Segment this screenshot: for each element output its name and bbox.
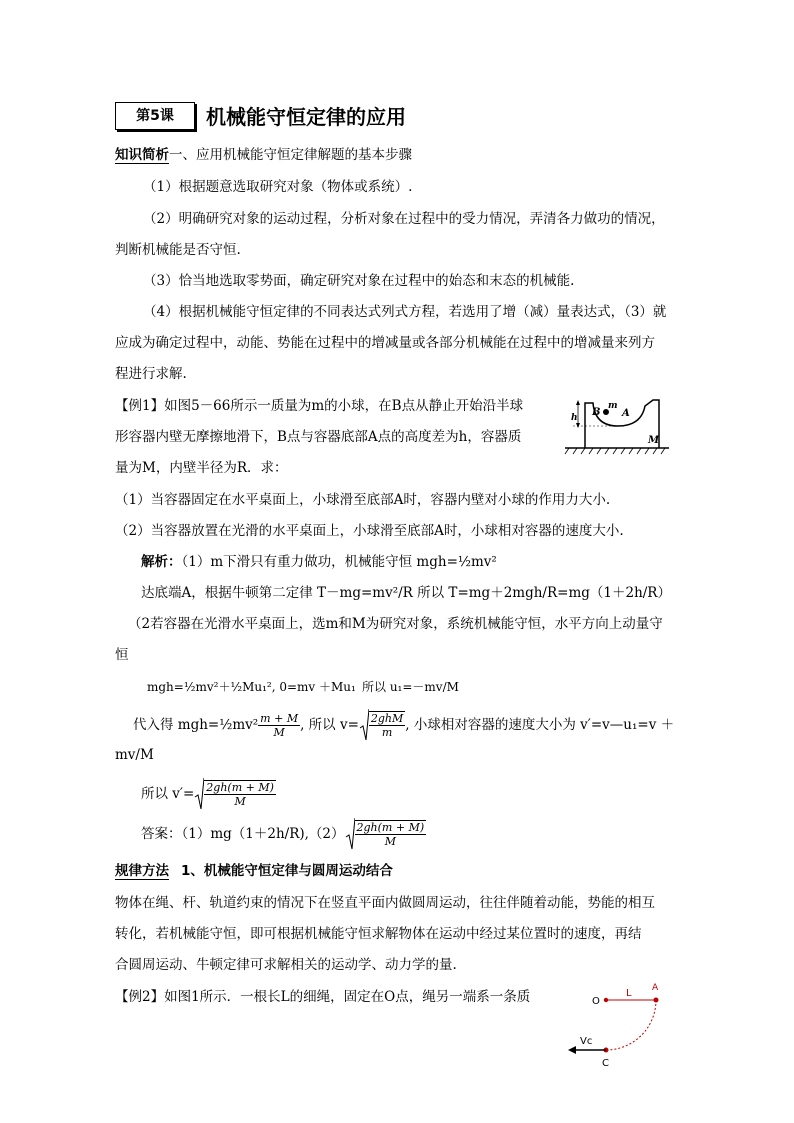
method-paragraph-line2: 转化，若机械能守恒，即可根据机械能守恒求解物体在运动中经过某位置时的速度，再结 xyxy=(115,926,642,942)
section-label-method: 规律方法 xyxy=(115,863,169,879)
fig-label-A2: A xyxy=(652,983,659,993)
eq3-sqrt xyxy=(194,777,276,811)
fig-label-m: m xyxy=(608,401,618,411)
sqrt-sign-icon xyxy=(345,817,355,851)
step-4-line3: 程进行求解. xyxy=(115,366,187,382)
example1-question1: （1）当容器固定在水平桌面上，小球滑至底部A时，容器内壁对小球的作用力大小. xyxy=(115,492,611,508)
answer-line xyxy=(141,815,426,853)
equation-1-right: 所以 u₁=－mv/M xyxy=(362,680,459,694)
equation-2-cont: mv/M xyxy=(115,747,154,763)
answer-sqrt-num: 2gh(m + M) xyxy=(356,821,425,834)
equation-1-left: mgh=½mv²＋½Mu₁², 0=mv ＋Mu₁ xyxy=(147,680,356,694)
example1-line3: 量为M，内壁半径为R．求： xyxy=(115,460,288,476)
container-figure xyxy=(563,388,673,458)
answer-sqrt xyxy=(345,817,427,851)
eq2-post: , 小球相对容器的速度大小为 v′=v—u₁=v ＋ xyxy=(405,717,675,733)
eq2-pre: 代入得 mgh=½mv² xyxy=(133,717,259,733)
fig-label-C: C xyxy=(602,1058,609,1069)
eq3-pre: 所以 v′= xyxy=(141,786,195,802)
analysis-line3: （2若容器在光滑水平桌面上，选m和M为研究对象，系统机械能守恒，水平方向上动量守 xyxy=(128,616,663,632)
fig-label-M: M xyxy=(648,435,660,446)
method-heading-line xyxy=(115,862,393,880)
example1-line2: 形容器内壁无摩擦地滑下，B点与容器底部A点的高度差为h，容器质 xyxy=(115,429,522,445)
knowledge-heading: 一、应用机械能守恒定律解题的基本步骤 xyxy=(169,147,412,163)
analysis-line1 xyxy=(141,553,497,571)
page-title: 机械能守恒定律的应用 xyxy=(206,105,406,129)
eq2-sqrt xyxy=(359,708,405,742)
point-A-icon xyxy=(654,998,659,1003)
method-paragraph-line3: 合圆周运动、牛顿定律可求解相关的运动学、动力学的量. xyxy=(115,957,457,973)
equation-2 xyxy=(133,706,674,744)
analysis-label: 解析： xyxy=(141,554,182,570)
equation-3 xyxy=(141,775,276,813)
pendulum-figure xyxy=(560,980,680,1072)
example1-line1: 【例1】如图5－66所示一质量为m的小球，在B点从静止开始沿半球 xyxy=(115,398,524,414)
step-2-line2: 判断机械能是否守恒. xyxy=(115,242,241,258)
analysis-step1: （1）m下滑只有重力做功，机械能守恒 mgh=½mv² xyxy=(181,554,497,570)
fig-label-L: L xyxy=(626,988,632,999)
fig-label-Vc: Vc xyxy=(580,1036,593,1047)
analysis-line4: 恒 xyxy=(115,647,129,663)
answer-sqrt-den: M xyxy=(384,835,396,848)
example1-question2: （2）当容器放置在光滑的水平桌面上，小球滑至底部A时，小球相对容器的速度大小. xyxy=(115,523,624,539)
step-2-line1: （2）明确研究对象的运动过程，分析对象在过程中的受力情况，弄清各力做功的情况， xyxy=(143,211,665,227)
eq2-fraction xyxy=(258,712,300,739)
eq3-sqrt-den: M xyxy=(234,795,246,808)
fig-label-A: A xyxy=(622,408,630,419)
eq2-sqrt-den: m xyxy=(381,726,393,739)
eq3-sqrt-num: 2gh(m + M) xyxy=(206,781,274,794)
eq2-mid: , 所以 v= xyxy=(300,717,359,733)
step-4-line2: 应成为确定过程中，动能、势能在过程中的增减量或各部分机械能在过程中的增减量来列方 xyxy=(115,335,655,351)
analysis-line2: 达底端A，根据牛顿第二定律 T－mg=mv²/R 所以 T=mg＋2mgh/R=mg（1＋2h/R） xyxy=(141,585,671,601)
example2-line1: 【例2】如图1所示．一根长L的细绳，固定在O点，绳另一端系一条质 xyxy=(115,989,531,1005)
fig-label-B: B xyxy=(592,407,601,418)
sqrt-sign-icon xyxy=(359,708,369,742)
point-O-icon xyxy=(604,998,608,1002)
method-heading: 1、机械能守恒定律与圆周运动结合 xyxy=(181,863,393,879)
section-label-knowledge: 知识简析 xyxy=(115,147,169,163)
knowledge-heading-line xyxy=(115,146,412,164)
eq2-frac-num: m + M xyxy=(260,711,299,725)
arrow-left-icon xyxy=(568,1046,576,1054)
sqrt-sign-icon xyxy=(194,777,204,811)
step-3: （3）恰当地选取零势面，确定研究对象在过程中的始态和末态的机械能. xyxy=(143,273,575,289)
lesson-tag: 第5课 xyxy=(115,102,195,130)
fig-label-O: O xyxy=(592,996,600,1007)
fig-label-h: h xyxy=(571,413,578,423)
eq2-frac-den: M xyxy=(273,725,285,739)
answer-pre: 答案：（1）mg（1＋2h/R),（2） xyxy=(141,826,345,842)
method-paragraph-line1: 物体在绳、杆、轨道约束的情况下在竖直平面内做圆周运动，往往伴随着动能，势能的相互 xyxy=(115,895,655,911)
eq2-sqrt-num: 2ghM xyxy=(370,712,404,725)
step-4-line1: （4）根据机械能守恒定律的不同表达式列式方程，若选用了增（减）量表达式，（3）就 xyxy=(143,304,667,320)
step-1: （1）根据题意选取研究对象（物体或系统）. xyxy=(143,179,413,195)
